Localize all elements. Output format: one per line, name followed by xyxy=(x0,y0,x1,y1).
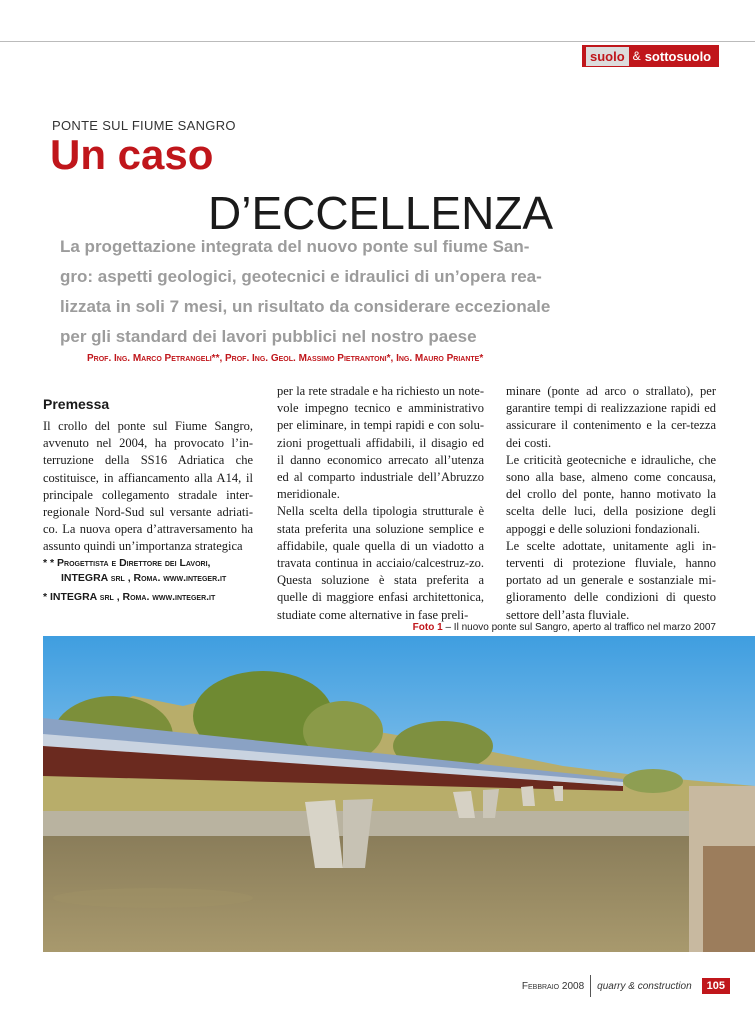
footer-divider xyxy=(590,975,591,997)
issue-date: Febbraio 2008 xyxy=(521,980,585,992)
title-line-2: D’ECCELLENZA xyxy=(208,187,554,239)
section-ampersand: & xyxy=(632,49,641,63)
col2-paragraph-1: per la rete stradale e ha richiesto un note-vole impegno tecnico e amministrativo per eliminare, in tempi rapidi e con solu-zioni progettuali affidabili, il disagio ed il danno economico arrecato all’utenza ed al comparto industriale dell’Abruzzo meridionale. xyxy=(277,384,484,502)
magazine-name: quarry & construction xyxy=(597,980,692,992)
authors-line: Prof. Ing. Marco Petrangeli**, Prof. Ing. Geol. Massimo Pietrantoni*, Ing. Mauro Priante* xyxy=(87,353,484,364)
section-label-suolo: suolo xyxy=(586,47,629,66)
caption-text: – Il nuovo ponte sul Sangro, aperto al traffico nel marzo 2007 xyxy=(442,622,716,633)
page-number: 105 xyxy=(702,978,730,994)
section-heading: Premessa xyxy=(43,396,110,412)
title-line-1: Un caso xyxy=(50,131,214,178)
page-footer xyxy=(430,975,730,997)
bridge-photo xyxy=(43,636,755,952)
col2-paragraph-2: Nella scelta della tipologia strutturale è stata preferita una soluzione semplice e affidabile, quale quella di un viadotto a travata continua in acciaio/calcestruz-zo. Questa soluzione è stata preferita a quelle di maggiore enfasi architettonica, studiate come alternative in fase preli- xyxy=(277,504,484,622)
col3-paragraph-2: Le criticità geotecniche e idrauliche, che sono alla base, almeno come concausa, del crollo del ponte, hanno motivato la scelta delle luci, della posizione degli appoggi e delle soluzioni fondazionali. xyxy=(506,452,716,536)
body-column-1: Il crollo del ponte sul Fiume Sangro, avvenuto nel 2004, ha provocato l’in-terruzione della SS16 Adriatica che costituisce, in affiancamento alla A14, il principale collegamento stradale inter-regionale Nord-Sud sul versante adriati-co. La nuova opera d’attraversamento ha assunto quindi un’importanza strategica xyxy=(43,419,253,554)
footnote-1 xyxy=(43,556,263,586)
kicker: PONTE SUL FIUME SANGRO xyxy=(52,118,236,133)
footnote-1-company: INTEGRA srl , Roma. www.integer.it xyxy=(61,572,227,584)
photo-caption xyxy=(300,622,716,633)
section-tag xyxy=(582,45,719,67)
col3-paragraph-1: minare (ponte ad arco o strallato), per garantire tempi di realizzazione rapidi ed assicurare il contenimento e la cer-tezza dei costi. xyxy=(506,384,716,450)
caption-label: Foto 1 xyxy=(412,622,443,633)
section-label-sottosuolo: sottosuolo xyxy=(644,48,712,64)
col3-paragraph-3: Le scelte adottate, unitamente agli in-terventi di protezione fluviale, hanno portato ad un generale e sostanziale mi-glioramento delle condizioni di questo settore dell’asta fluviale. xyxy=(506,538,716,622)
lead-paragraph: La progettazione integrata del nuovo ponte sul fiume San-gro: aspetti geologici, geotecnici e idraulici di un’opera rea-lizzata in soli 7 mesi, un risultato da considerare eccezionale per gli standard dei lavori pubblici nel nostro paese xyxy=(60,237,551,346)
bridge-photo-illustration xyxy=(43,636,755,952)
body-column-2 xyxy=(277,383,484,624)
body-column-3 xyxy=(506,383,716,624)
footnote-2: * INTEGRA srl , Roma. www.integer.it xyxy=(43,591,216,603)
header-rule xyxy=(0,41,755,42)
footnote-1-role: * * Progettista e Direttore dei Lavori, xyxy=(43,557,211,569)
